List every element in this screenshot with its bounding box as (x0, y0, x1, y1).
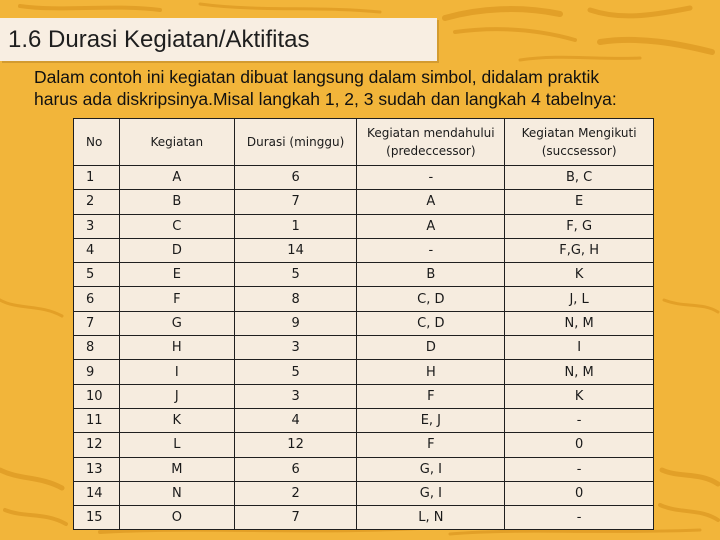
cell-durasi: 14 (234, 238, 357, 262)
cell-kegiatan: L (119, 433, 234, 457)
cell-predecessor: A (357, 214, 505, 238)
cell-durasi: 4 (234, 408, 357, 432)
table-row (74, 506, 654, 530)
table-row (74, 433, 654, 457)
table-row (74, 408, 654, 432)
cell-durasi: 6 (234, 457, 357, 481)
cell-no: 1 (74, 166, 120, 190)
cell-successor: N, M (505, 311, 654, 335)
cell-predecessor: C, D (357, 287, 505, 311)
cell-successor: B, C (505, 166, 654, 190)
cell-no: 6 (74, 287, 120, 311)
cell-predecessor: A (357, 190, 505, 214)
cell-successor: I (505, 336, 654, 360)
table-row (74, 287, 654, 311)
header-predecessor-line-1: Kegiatan mendahului (367, 126, 495, 140)
cell-kegiatan: A (119, 166, 234, 190)
cell-kegiatan: D (119, 238, 234, 262)
cell-predecessor: - (357, 166, 505, 190)
table-row (74, 481, 654, 505)
cell-no: 8 (74, 336, 120, 360)
cell-predecessor: B (357, 263, 505, 287)
cell-no: 12 (74, 433, 120, 457)
cell-kegiatan: K (119, 408, 234, 432)
table-row (74, 214, 654, 238)
cell-kegiatan: M (119, 457, 234, 481)
header-no: No (74, 119, 120, 166)
table-row (74, 311, 654, 335)
cell-no: 9 (74, 360, 120, 384)
cell-successor: 0 (505, 481, 654, 505)
cell-kegiatan: G (119, 311, 234, 335)
cell-no: 14 (74, 481, 120, 505)
cell-predecessor: G, I (357, 457, 505, 481)
cell-no: 4 (74, 238, 120, 262)
cell-predecessor: G, I (357, 481, 505, 505)
cell-predecessor: L, N (357, 506, 505, 530)
cell-kegiatan: O (119, 506, 234, 530)
cell-kegiatan: I (119, 360, 234, 384)
cell-kegiatan: F (119, 287, 234, 311)
cell-successor: K (505, 384, 654, 408)
table-row (74, 360, 654, 384)
header-durasi: Durasi (minggu) (234, 119, 357, 166)
table-row (74, 166, 654, 190)
cell-durasi: 1 (234, 214, 357, 238)
cell-durasi: 6 (234, 166, 357, 190)
cell-successor: J, L (505, 287, 654, 311)
table-header-row (74, 119, 654, 166)
cell-durasi: 3 (234, 336, 357, 360)
cell-kegiatan: N (119, 481, 234, 505)
cell-successor: F, G (505, 214, 654, 238)
table-body (74, 166, 654, 530)
table-row (74, 336, 654, 360)
cell-predecessor: - (357, 238, 505, 262)
table-row (74, 457, 654, 481)
cell-no: 11 (74, 408, 120, 432)
cell-kegiatan: B (119, 190, 234, 214)
cell-durasi: 5 (234, 263, 357, 287)
cell-successor: - (505, 506, 654, 530)
cell-predecessor: F (357, 433, 505, 457)
cell-no: 5 (74, 263, 120, 287)
cell-durasi: 12 (234, 433, 357, 457)
cell-no: 3 (74, 214, 120, 238)
table-row (74, 238, 654, 262)
header-predecessor-line-2: (predeccessor) (386, 144, 476, 158)
cell-durasi: 7 (234, 190, 357, 214)
cell-successor: E (505, 190, 654, 214)
cell-predecessor: H (357, 360, 505, 384)
cell-predecessor: C, D (357, 311, 505, 335)
cell-durasi: 7 (234, 506, 357, 530)
cell-no: 15 (74, 506, 120, 530)
table-row (74, 263, 654, 287)
table-row (74, 190, 654, 214)
cell-no: 10 (74, 384, 120, 408)
cell-kegiatan: C (119, 214, 234, 238)
cell-durasi: 9 (234, 311, 357, 335)
cell-predecessor: F (357, 384, 505, 408)
table-row (74, 384, 654, 408)
slide-subtitle (34, 66, 714, 110)
subtitle-line-2: harus ada diskripsinya.Misal langkah 1, 2, 3 sudah dan langkah 4 tabelnya: (34, 89, 617, 109)
cell-kegiatan: J (119, 384, 234, 408)
cell-predecessor: E, J (357, 408, 505, 432)
cell-successor: 0 (505, 433, 654, 457)
title-box (0, 18, 437, 61)
cell-successor: K (505, 263, 654, 287)
activity-table (73, 118, 654, 530)
cell-predecessor: D (357, 336, 505, 360)
cell-successor: - (505, 457, 654, 481)
slide-title: 1.6 Durasi Kegiatan/Aktifitas (8, 26, 310, 53)
header-successor-line-2: (succsessor) (541, 144, 617, 158)
header-successor (505, 119, 654, 166)
subtitle-line-1: Dalam contoh ini kegiatan dibuat langsung dalam simbol, didalam praktik (34, 67, 600, 87)
cell-no: 13 (74, 457, 120, 481)
cell-no: 2 (74, 190, 120, 214)
cell-no: 7 (74, 311, 120, 335)
cell-durasi: 5 (234, 360, 357, 384)
cell-kegiatan: E (119, 263, 234, 287)
header-successor-line-1: Kegiatan Mengikuti (521, 126, 637, 140)
cell-durasi: 8 (234, 287, 357, 311)
cell-successor: - (505, 408, 654, 432)
cell-kegiatan: H (119, 336, 234, 360)
cell-successor: F,G, H (505, 238, 654, 262)
header-kegiatan: Kegiatan (119, 119, 234, 166)
cell-durasi: 2 (234, 481, 357, 505)
header-predecessor (357, 119, 505, 166)
cell-successor: N, M (505, 360, 654, 384)
cell-durasi: 3 (234, 384, 357, 408)
